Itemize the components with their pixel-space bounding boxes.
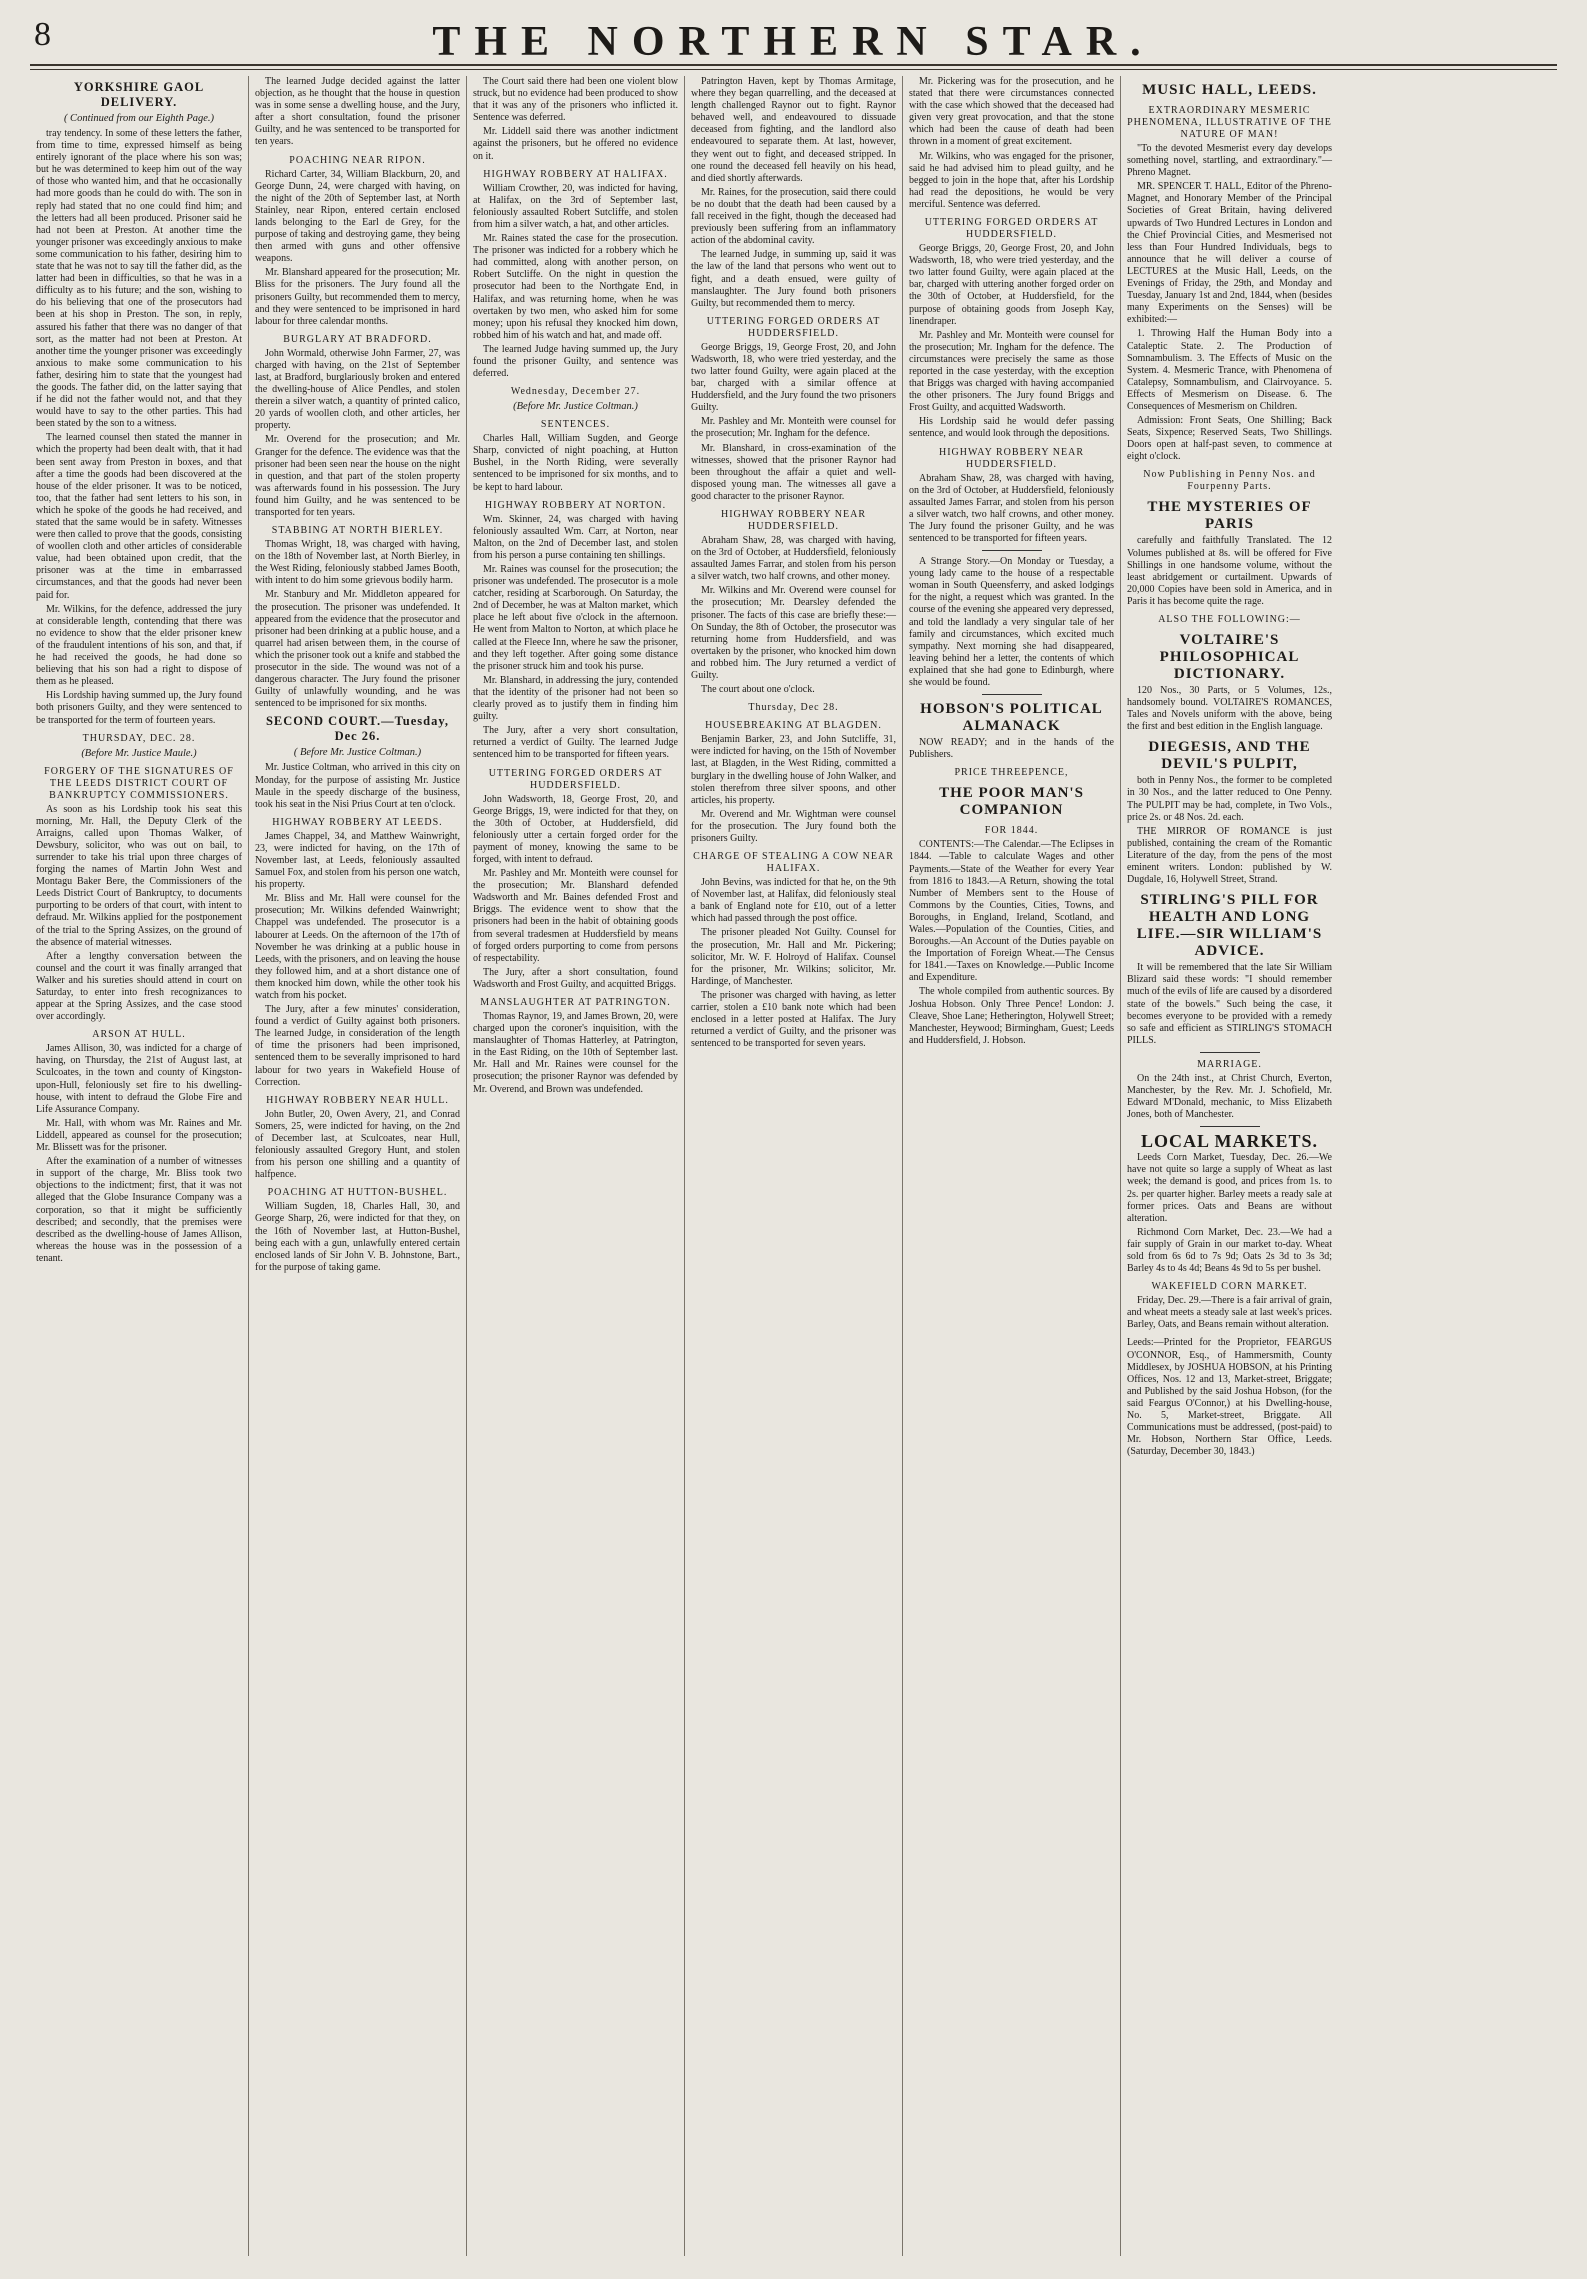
article-paragraph: The prisoner was charged with having, as letter carrier, stolen a £10 bank note which had been enclosed in a letter posted at Halifax. The Jury returned a verdict of Guilty, and the prisoner was sentenced to be transported for seven years.: [691, 989, 896, 1050]
article-paragraph: Mr. Hall, with whom was Mr. Raines and Mr. Liddell, appeared as counsel for the prosecution; Mr. Blissett was for the prisoner.: [36, 1117, 242, 1154]
article-paragraph: Mr. Pashley and Mr. Monteith were counsel for the prosecution; Mr. Ingham for the defence.: [691, 416, 896, 440]
advertisement-title: HOBSON'S POLITICAL ALMANACK: [920, 701, 1103, 735]
case-heading: EXTRAORDINARY MESMERIC PHENOMENA, ILLUSTRATIVE OF THE NATURE OF MAN!: [1127, 105, 1332, 140]
article-paragraph: Mr. Stanbury and Mr. Middleton appeared for the prosecution. The prisoner was undefended. It appeared from the evidence that the prosecutor and prisoner had been drinking at a public house, and a quarrel had arisen between them, in the course of which the prisoner took out a knife and stabbed the prosecutor in the side. The wound was not of a dangerous character. The Jury found the prisoner Guilty of unlawfully wounding, and he was sentenced to be imprisoned for six months.: [255, 589, 460, 710]
article-paragraph: George Briggs, 20, George Frost, 20, and John Wadsworth, 18, who were tried yesterday, and the two latter found Guilty, were again placed at the bar, charged with uttering another forged order on the 30th of October, at Huddersfield, for the purpose of obtaining goods from Joseph Kay, linendraper.: [909, 243, 1114, 327]
article-paragraph: Mr. Pashley and Mr. Monteith were counsel for the prosecution; Mr. Ingham for the defence. The circumstances were precisely the same as those reported in the case yesterday, with the exception that Briggs was charged with having accompanied the other prisoners. The Jury found Briggs and Frost Guilty, and acquitted Wadsworth.: [909, 329, 1114, 414]
masthead: [30, 14, 1557, 66]
article-paragraph: Wm. Skinner, 24, was charged with having feloniously assaulted Wm. Carr, at Norton, near Malton, on the 2nd of December last, and stolen from his person a purse containing ten shillings.: [473, 513, 678, 561]
article-paragraph: tray tendency. In some of these letters the father, from time to time, expressed himself as being entirely ignorant of the place where his son was; but he was determined to keep him out of the way of those who wanted him, and that he occasionally had more goods than he could do with. The son in reply had stated that no one could find him; and the letters had all been produced. Prisoner said he had not been at Preston. At another time the younger prisoner was exceedingly anxious to make some communication to his father, desiring him to state that he was not to say till the father did, as the latter had been in difficulties, so that he was in a difficulty as to his future; and the son, wishing to do his believing that one of the prosecutors had been at his shop in Preston. The son, in reply, assured his father that there was no danger of that sort, as the matter had not been at Preston. At another time the younger prisoner was exceedingly anxious to make some communication to his father, desiring him to state that the youngest had the goods. The father did, on the latter saying that if he did not the father would not, and that they would have to say to the other parties. This had been stated by the son to a witness.: [36, 128, 242, 430]
article-paragraph: James Allison, 30, was indicted for a charge of having, on Thursday, the 21st of August last, at Sculcoates, in the town and county of Kingston-upon-Hull, feloniously set fire to his dwelling-house, with intent to defraud the Globe Fire and Life Assurance Company.: [36, 1043, 242, 1115]
section-heading: SECOND COURT.—Tuesday, Dec 26.: [265, 714, 450, 744]
article-paragraph: Abraham Shaw, 28, was charged with having, on the 3rd of October, at Huddersfield, feloniously assaulted James Farrar, and stolen from his person a silver watch, two half crowns, and other money. The Jury found the prisoner Guilty, and he was sentenced to be transported for fifteen years.: [909, 472, 1114, 544]
section-divider: [982, 694, 1042, 695]
article-paragraph: The Court said there had been one violent blow struck, but no evidence had been produced to show that it was any of the prisoners who inflicted it. Sentence was deferred.: [473, 76, 678, 124]
case-heading: Thursday, Dec 28.: [748, 702, 839, 714]
article-paragraph: William Sugden, 18, Charles Hall, 30, and George Sharp, 26, were indicted for that they, on the 16th of November last, at Hutton-Bushel, being each with a gun, unlawfully entered certain enclosed lands of Sir John V. B. Johnstone, Bart., for the purpose of taking game.: [255, 1201, 460, 1273]
advertisement-title: THE POOR MAN'S COMPANION: [939, 785, 1084, 819]
article-columns: [30, 76, 1557, 2256]
case-heading: HIGHWAY ROBBERY NEAR HUDDERSFIELD.: [720, 509, 866, 532]
article-paragraph: Thomas Raynor, 19, and James Brown, 20, were charged upon the coroner's inquisition, with the manslaughter of Thomas Hatterley, at Patrington, in the East Riding, on the 10th of September last. Mr. Hall and Mr. Raines were counsel for the prosecution; the prisoner Raynor was defended by Mr. Overend, and Brown was undefended.: [473, 1011, 678, 1095]
column-2: [248, 76, 466, 2256]
page-number: 8: [34, 16, 51, 53]
masthead-rule: [30, 64, 1557, 66]
column-6: [1120, 76, 1338, 2256]
article-paragraph: Thomas Wright, 18, was charged with having, on the 18th of November last, at North Bierley, in the West Riding, feloniously stabbed James Booth, with intent to do him some grievous bodily harm.: [255, 539, 460, 587]
article-paragraph: Richmond Corn Market, Dec. 23.—We had a fair supply of Grain in our market to-day. Wheat sold from 6s 6d to 7s 9d; Oats 2s 3d to 3s 3d; Barley 4s to 4s 4d; Beans 4s 9d to 5s per bushel.: [1127, 1226, 1332, 1275]
case-heading: BURGLARY AT BRADFORD.: [283, 333, 432, 345]
printer-imprint: Leeds:—Printed for the Proprietor, FEARGUS O'CONNOR, Esq., of Hammersmith, County Middlesex, by JOSHUA HOBSON, at his Printing Offices, Nos. 12 and 13, Market-street, Briggate; and Published by the said Joshua Hobson, (for the said Feargus O'Connor,) at his Dwelling-house, No. 5, Market-street, Briggate. All Communications must be addressed, (post-paid) to Mr. Hobson, Northern Star Office, Leeds. (Saturday, December 30, 1843.): [1127, 1337, 1332, 1458]
judge-line: ( Before Mr. Justice Coltman.): [293, 747, 422, 759]
article-paragraph: both in Penny Nos., the former to be completed in 30 Nos., and the latter reduced to One Penny. The PULPIT may be had, complete, in Two Vols., price 2s. or 48 Nos. 2d. each.: [1127, 775, 1332, 823]
advertisement-title: MUSIC HALL, LEEDS.: [1142, 82, 1317, 98]
article-paragraph: As soon as his Lordship took his seat this morning, Mr. Hall, the Deputy Clerk of the Arraigns, called upon Thomas Walker, of Dewsbury, solicitor, who was out on bail, to surrender to take his trial upon three charges of forging the names of Martin John West and Montagu Baker Bere, the Commissioners of the Leeds District Court of Bankruptcy, to documents purporting to be orders of that court, with intent to defraud. Mr. Wilkins applied for the postponement of the trial to the Spring Assizes, on the ground of the absence of material witnesses.: [36, 803, 242, 948]
article-paragraph: Mr. Justice Coltman, who arrived in this city on Monday, for the purpose of assisting Mr. Justice Maule in the speedy discharge of the business, took his seat in the Nisi Prius Court at ten o'clock.: [255, 762, 460, 810]
case-heading: HOUSEBREAKING AT BLAGDEN.: [705, 720, 882, 732]
case-heading: ARSON AT HULL.: [92, 1029, 186, 1041]
article-paragraph: 120 Nos., 30 Parts, or 5 Volumes, 12s., handsomely bound. VOLTAIRE'S ROMANCES, Tales and Novels uniform with the above, being the first and best edition in the English language.: [1127, 685, 1332, 733]
article-paragraph: The learned counsel then stated the manner in which the property had been dealt with, that it had been sent away from Preston in boxes, and that after a time the goods had been discovered at the house of the elder prisoner. It was to be noticed, too, that the father had sent letters to his son, in which he spoke of the goods he had received, and stated that the same would be in safety. Witnesses were then called to prove that the goods, consisting of woollen cloth and other articles of considerable value, had been obtained upon credit, that the prisoner was at the time in embarrassed circumstances, and that the goods had never been paid for.: [36, 432, 242, 601]
article-paragraph: John Wadsworth, 18, George Frost, 20, and George Briggs, 19, were indicted for that they, on the 30th of October, at Huddersfield, did feloniously utter a certain forged order for the payment of money, knowing the same to be forged, with intent to defraud.: [473, 793, 678, 865]
advertisement-title: DIEGESIS, AND THE DEVIL'S PULPIT,: [1148, 739, 1311, 773]
article-paragraph: Mr. Raines, for the prosecution, said there could be no doubt that the death had been caused by a fall received in the fight, though the deceased had previously been suffering from an inflammatory action of the abdominal cavity.: [691, 186, 896, 247]
section-divider: [1200, 1126, 1260, 1127]
article-paragraph: MR. SPENCER T. HALL, Editor of the Phreno-Magnet, and Honorary Member of the Principal Societies of Great Britain, having delivered upwards of Two Hundred Lectures in London and the Chief Provincial Cities, and Mesmerised not less than Four Hundred Individuals, begs to announce that he will deliver a course of LECTURES at the Music Hall, Leeds, on the Evenings of Friday, the 29th, and Monday and Tuesday, January 1st and 2nd, 1844, when (besides many Experiments on the Senses) will be exhibited:—: [1127, 181, 1332, 326]
article-paragraph: William Crowther, 20, was indicted for having, at Halifax, on the 3rd of September last, feloniously assaulted Robert Sutcliffe, and stolen from him a silver watch, a hat, and other articles.: [473, 182, 678, 230]
article-paragraph: Mr. Blanshard appeared for the prosecution; Mr. Bliss for the prisoners. The Jury found all the prisoners Guilty, but recommended them to mercy, and they were sentenced to be imprisoned in hard labour for three calendar months.: [255, 267, 460, 327]
case-heading: STABBING AT NORTH BIERLEY.: [271, 525, 444, 537]
article-paragraph: Patrington Haven, kept by Thomas Armitage, where they began quarrelling, and the deceased at length challenged Raynor out to fight. Raynor behaved well, and endeavoured to dissuade deceased from fighting, and the landlord also endeavoured to separate them. At last, however, they went out to fight, and deceased stripped. In one round the deceased fell heavily on his head, and died shortly afterwards.: [691, 76, 896, 184]
article-paragraph: Richard Carter, 34, William Blackburn, 20, and George Dunn, 24, were charged with having, on the night of the 20th of September last, at North Stainley, near Ripon, entered certain enclosed lands belonging to the Earl de Grey, for the purpose of taking and destroying game, they being then armed with guns and other offensive weapons.: [255, 168, 460, 265]
case-heading: UTTERING FORGED ORDERS AT HUDDERSFIELD.: [924, 217, 1099, 241]
article-paragraph: After the examination of a number of witnesses in support of the charge, Mr. Bliss took two objections to the indictment; first, that it was not alleged that the Globe Insurance Company was a corporation, so that it might be sufficiently described; and secondly, that the premises were described as the dwelling-house of James Allison, whereas the house was in the possession of a tenant.: [36, 1156, 242, 1264]
section-divider: [982, 550, 1042, 551]
case-heading: MARRIAGE.: [1197, 1058, 1262, 1070]
column-3: [466, 76, 684, 2256]
case-heading: POACHING AT HUTTON-BUSHEL.: [267, 1187, 448, 1199]
masthead-rule-thin: [30, 69, 1557, 70]
article-paragraph: Mr. Pashley and Mr. Monteith were counsel for the prosecution; Mr. Blanshard defended Wadsworth and Mr. Baines defended Frost and Briggs. The evidence went to show that the prisoners had been in the habit of obtaining goods from several tradesmen at Huddersfield by means of forged orders purporting to come from persons of respectability.: [473, 868, 678, 964]
article-paragraph: The court about one o'clock.: [701, 684, 815, 696]
article-paragraph: Abraham Shaw, 28, was charged with having, on the 3rd of October, at Huddersfield, feloniously assaulted James Farrar, and stolen from his person a silver watch, two half crowns, and other money.: [691, 535, 896, 583]
article-paragraph: On the 24th inst., at Christ Church, Everton, Manchester, by the Rev. Mr. J. Schofield, Mr. Edward M'Donald, mechanic, to Miss Elizabeth Jones, both of Manchester.: [1127, 1072, 1332, 1121]
article-paragraph: His Lordship having summed up, the Jury found both prisoners Guilty, and they were sentenced to be transported for the term of fourteen years.: [36, 690, 242, 726]
article-paragraph: Mr. Wilkins, for the defence, addressed the jury at considerable length, contending that there was no evidence to show that the elder prisoner knew of the fraudulent intentions of his son, and that, if he had received the goods, he had done so believing that his son had a right to dispose of them as he pleased.: [36, 603, 242, 688]
article-paragraph: Charles Hall, William Sugden, and George Sharp, convicted of night poaching, at Hutton Bushel, in the North Riding, were severally sentenced to be imprisoned for six months, and to be kept to hard labour.: [473, 433, 678, 493]
article-paragraph: Mr. Raines was counsel for the prosecution; the prisoner was undefended. The prosecutor is a mole catcher, residing at Scarborough. On Saturday, the 2nd of December, he was at Malton market, which place he left about five o'clock in the afternoon. He went from Malton to Norton, at which place he called at the Fleece Inn, where he saw the prisoner, and they left together. After going some distance the prisoner struck him and took his purse.: [473, 564, 678, 672]
article-paragraph: The Jury, after a few minutes' consideration, found a verdict of Guilty against both prisoners. The learned Judge, in consideration of the length of time the prisoners had been imprisoned, sentenced them to be severally imprisoned to hard labour for two years in Wakefield House of Correction.: [255, 1004, 460, 1088]
article-paragraph: John Wormald, otherwise John Farmer, 27, was charged with having, on the 21st of September last, at Bradford, burglariously broken and entered the dwelling-house of Alice Pendles, and stolen therein a silver watch, a quantity of printed calico, 20 yards of woollen cloth, and other articles, her property.: [255, 347, 460, 432]
case-heading: UTTERING FORGED ORDERS AT HUDDERSFIELD.: [706, 315, 881, 339]
article-paragraph: Mr. Liddell said there was another indictment against the prisoners, but he offered no evidence on it.: [473, 126, 678, 162]
case-heading: Wednesday, December 27.: [510, 386, 641, 398]
judge-line: (Before Mr. Justice Maule.): [81, 747, 197, 759]
case-heading: HIGHWAY ROBBERY NEAR HULL.: [266, 1094, 449, 1106]
advertisement-title: THE MYSTERIES OF PARIS: [1147, 499, 1312, 533]
column-4: [684, 76, 902, 2256]
article-paragraph: Mr. Wilkins, who was engaged for the prisoner, said he had advised him to plead guilty, and he begged to join in the hope that, after his Lordship had read the depositions, he would be very merciful. Sentence was deferred.: [909, 150, 1114, 210]
article-paragraph: It will be remembered that the late Sir William Blizard said these words: "I should remember much of the evils of life are caused by a disordered state of the bowels." Such being the case, it becomes everyone to be provided with a remedy so safe and efficient as STIRLING'S STOMACH PILLS.: [1127, 962, 1332, 1046]
case-heading: PRICE THREEPENCE,: [954, 767, 1069, 779]
advertisement-title: STIRLING'S PILL FOR HEALTH AND LONG LIFE.—SIR WILLIAM'S ADVICE.: [1136, 892, 1323, 960]
article-paragraph: "To the devoted Mesmerist every day develops something novel, startling, and extraordinary."—Phreno Magnet.: [1127, 143, 1332, 179]
case-heading: POACHING NEAR RIPON.: [289, 154, 426, 166]
article-paragraph: A Strange Story.—On Monday or Tuesday, a young lady came to the house of a respectable woman in South Queensferry, and asked lodgings for the night, a request which was granted. In the course of the evening she appeared very depressed, and told the landlady a very singular tale of her family and circumstances, which excited much sympathy. Next morning she had disappeared, leaving behind her a letter, the contents of which explained that she had gone to Edinburgh, where she would be found.: [909, 556, 1114, 689]
article-paragraph: Mr. Raines stated the case for the prosecution. The prisoner was indicted for a robbery which he had committed, along with another person, on Robert Sutcliffe. On the night in question the prosecutor had been to the Northgate End, in Halifax, and was returning home, when he was overtaken by two men, who asked him for some money; upon his refusal they knocked him down, robbed him of his watch and hat, and made off.: [473, 233, 678, 341]
article-paragraph: THE MIRROR OF ROMANCE is just published, containing the cream of the Romantic Literature of the day, from the pens of the most eminent writers. London: published by W. Dugdale, 16, Holywell Street, Strand.: [1127, 825, 1332, 886]
article-paragraph: His Lordship said he would defer passing sentence, and would look through the depositions.: [909, 416, 1114, 440]
advertisement-title: LOCAL MARKETS.: [1140, 1131, 1319, 1152]
judge-line: ( Continued from our Eighth Page.): [63, 113, 215, 124]
case-heading: MANSLAUGHTER AT PATRINGTON.: [480, 997, 671, 1008]
article-paragraph: The learned Judge decided against the latter objection, as he thought that the house in question was in some sense a dwelling house, and the Jury, after a short consultation, found the prisoner Guilty, and he was sentenced to be transported for ten years.: [255, 76, 460, 148]
case-heading: FOR 1844.: [984, 825, 1039, 837]
case-heading: HIGHWAY ROBBERY AT LEEDS.: [272, 816, 443, 828]
advertisement-title: VOLTAIRE'S PHILOSOPHICAL DICTIONARY.: [1159, 632, 1300, 682]
judge-line: (Before Mr. Justice Coltman.): [513, 401, 638, 413]
article-paragraph: Mr. Wilkins and Mr. Overend were counsel for the prosecution; Mr. Dearsley defended the prisoner. The facts of this case are briefly these:—On Sunday, the 8th of October, the prosecutor was returning home from Huddersfield, and was overtaken by the prisoner, who knocked him down and robbed him. The Jury returned a verdict of Guilty.: [691, 585, 896, 682]
article-paragraph: James Chappel, 34, and Matthew Wainwright, 23, were indicted for having, on the 17th of November last, at Leeds, feloniously assaulted Samuel Fox, and stolen from his person one watch, his property.: [255, 830, 460, 891]
article-paragraph: John Bevins, was indicted for that he, on the 9th of November last, at Halifax, did feloniously steal a bank of England note for £10, out of a letter which had passed through the post office.: [691, 877, 896, 925]
article-paragraph: Mr. Overend and Mr. Wightman were counsel for the prosecution. The Jury found both the prisoners Guilty.: [691, 808, 896, 844]
newspaper-title: THE NORTHERN STAR.: [432, 19, 1155, 65]
section-heading: YORKSHIRE GAOL DELIVERY.: [73, 80, 205, 109]
article-paragraph: carefully and faithfully Translated. The 12 Volumes published at 8s. will be offered for Five Shillings in one handsome volume, without the least abridgement or curtailment. Upwards of 20,000 Copies have been sold in America, and in Paris it has become quite the rage.: [1127, 535, 1332, 607]
case-heading: THURSDAY, DEC. 28.: [82, 732, 196, 744]
case-heading: HIGHWAY ROBBERY AT HALIFAX.: [483, 168, 668, 180]
article-paragraph: The learned Judge having summed up, the Jury found the prisoner Guilty, and sentence was deferred.: [473, 343, 678, 380]
case-heading: UTTERING FORGED ORDERS AT HUDDERSFIELD.: [488, 767, 663, 791]
article-paragraph: Admission: Front Seats, One Shilling; Back Seats, Sixpence; Reserved Seats, Two Shillings. Doors open at half-past seven, to commence at eight o'clock.: [1127, 415, 1332, 463]
case-heading: FORGERY OF THE SIGNATURES OF THE LEEDS DISTRICT COURT OF BANKRUPTCY COMMISSIONERS.: [44, 765, 234, 801]
article-paragraph: Mr. Blanshard, in cross-examination of the witnesses, showed that the prisoner Raynor had been throughout the affair a quiet and well-disposed young man. The witnesses all gave a good character to the prisoner Raynor.: [691, 442, 896, 502]
case-heading: Now Publishing in Penny Nos. and Fourpenny Parts.: [1143, 469, 1316, 493]
article-paragraph: CONTENTS:—The Calendar.—The Eclipses in 1844. —Table to calculate Wages and other Payments.—State of the Weather for every Year from 1816 to 1843.—A Return, showing the total Number of Members sent to the House of Commons by the Counties, Cities, Towns, and Boroughs, in England, Ireland, Scotland, and Wales.—Population of the Counties, Cities, and Boroughs.—An Account of the Duties payable on the Importation of Foreign Wheat.—The Census for 1841.—Taxes on Knowledge.—Public Income and Expenditure.: [909, 839, 1114, 984]
article-paragraph: The Jury, after a short consultation, found Wadsworth and Frost Guilty, and acquitted Briggs.: [473, 966, 678, 990]
article-paragraph: The whole compiled from authentic sources. By Joshua Hobson. Only Three Pence! London: J. Cleave, Shoe Lane; Hetherington, Holywell Street; Manchester, Heywood; Birmingham, Guest; Leeds and Huddersfield, J. Hobson.: [909, 986, 1114, 1046]
article-paragraph: John Butler, 20, Owen Avery, 21, and Conrad Somers, 25, were indicted for having, on the 2nd of December last, at Sculcoates, near Hull, feloniously assaulted Gregory Hunt, and stolen from his person one shilling and a quantity of halfpence.: [255, 1108, 460, 1181]
case-heading: WAKEFIELD CORN MARKET.: [1151, 1281, 1308, 1293]
article-paragraph: Leeds Corn Market, Tuesday, Dec. 26.—We have not quite so large a supply of Wheat as last week; the demand is good, and prices from 1s. to 2s. per quarter higher. Barley meets a ready sale at former prices. Oats and Beans are without alteration.: [1127, 1152, 1332, 1224]
section-divider: [1200, 1052, 1260, 1053]
case-heading: HIGHWAY ROBBERY NEAR HUDDERSFIELD.: [938, 446, 1084, 470]
article-paragraph: George Briggs, 19, George Frost, 20, and John Wadsworth, 18, who were tried yesterday, and the two latter found Guilty, were again placed at the bar, charged with a similar offence at Huddersfield, and the Jury found the two prisoners Guilty.: [691, 341, 896, 414]
case-heading: CHARGE OF STEALING A COW NEAR HALIFAX.: [693, 851, 894, 875]
article-paragraph: The learned Judge, in summing up, said it was the law of the land that persons who went out to fight, and a death ensued, were guilty of manslaughter. The Jury found both prisoners Guilty, but recommended them to mercy.: [691, 249, 896, 309]
article-paragraph: Mr. Bliss and Mr. Hall were counsel for the prosecution; Mr. Wilkins defended Wainwright; Chappel was undefended. The prosecutor is a labourer at Leeds. On the afternoon of the 17th of November he was drinking at a public house in Leeds, with the prisoners, and on leaving the house they followed him, and at a short distance one of them knocked him down, while the other took his watch from his pocket.: [255, 893, 460, 1001]
article-paragraph: Mr. Overend for the prosecution; and Mr. Granger for the defence. The evidence was that the prisoner had been seen near the house on the night in question, and that part of the stolen property was afterwards found in his possession. The Jury found him Guilty, and he was sentenced to be transported for ten years.: [255, 434, 460, 518]
article-paragraph: NOW READY; and in the hands of the Publishers.: [909, 737, 1114, 761]
article-paragraph: 1. Throwing Half the Human Body into a Cataleptic State. 2. The Production of Somnambulism. 3. The Effects of Music on the System. 4. Mesmeric Trance, with Phenomena of Catalepsy, Somnambulism, and Clairvoyance. 5. Effects of Mesmerism on Disease. 6. The Consequences of Mesmerism on Children.: [1127, 328, 1332, 412]
article-paragraph: The Jury, after a very short consultation, returned a verdict of Guilty. The learned Judge sentenced him to be transported for fifteen years.: [473, 725, 678, 761]
case-heading: SENTENCES.: [540, 419, 611, 431]
article-paragraph: After a lengthy conversation between the counsel and the court it was finally arranged that Walker and his sureties should attend in court on Saturday, to enter into fresh recognizances to appear at the Spring Assizes, and the case stood over accordingly.: [36, 950, 242, 1023]
article-paragraph: Mr. Pickering was for the prosecution, and he stated that there were circumstances connected with the case which showed that the deceased had given very great provocation, and that the stone which had been the cause of death had been thrown in a moment of great excitement.: [909, 76, 1114, 148]
article-paragraph: Friday, Dec. 29.—There is a fair arrival of grain, and wheat meets a steady sale at last week's prices. Barley, Oats, and Beans remain without alteration.: [1127, 1295, 1332, 1331]
article-paragraph: Mr. Blanshard, in addressing the jury, contended that the identity of the prisoner had not been so clearly proved as to justify them in finding him guilty.: [473, 674, 678, 723]
case-heading: HIGHWAY ROBBERY AT NORTON.: [484, 499, 667, 511]
article-paragraph: Benjamin Barker, 23, and John Sutcliffe, 31, were indicted for having, on the 15th of November last, at Blagden, in the West Riding, committed a burglary in the dwelling house of John Walker, and stolen therefrom three silver spoons, and other articles, his property.: [691, 734, 896, 806]
case-heading: ALSO THE FOLLOWING:—: [1158, 614, 1301, 625]
column-1: [30, 76, 248, 2256]
column-5: [902, 76, 1120, 2256]
article-paragraph: The prisoner pleaded Not Guilty. Counsel for the prosecution, Mr. Hall and Mr. Pickering; solicitor, Mr. W. F. Holroyd of Halifax. Counsel for the prisoner, Mr. Wilkins; solicitor, Mr. Hardinge, of Manchester.: [691, 927, 896, 987]
